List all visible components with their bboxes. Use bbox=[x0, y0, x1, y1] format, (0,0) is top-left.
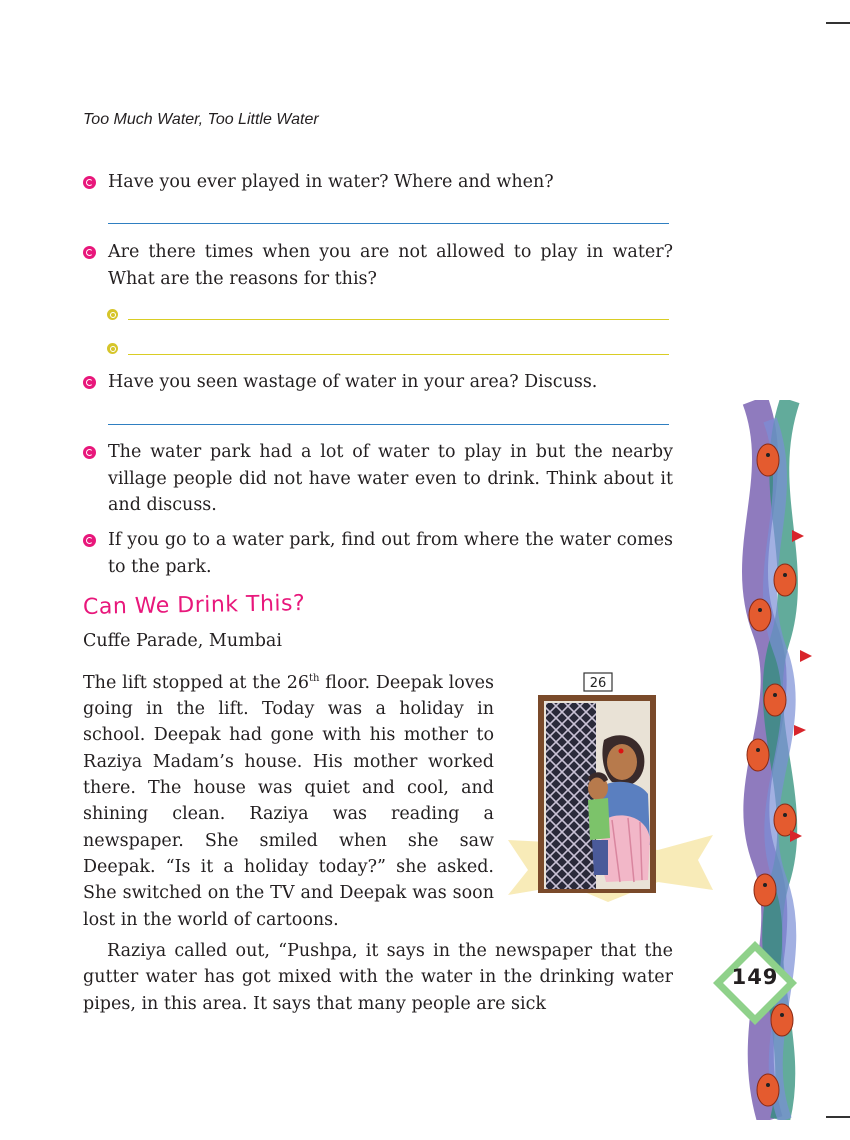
question-5: If you go to a water park, find out from where the water comes to the park. bbox=[108, 530, 673, 577]
para1-start: The lift stopped at the 26 bbox=[83, 672, 309, 693]
section-title: Can We Drink This? bbox=[82, 591, 306, 620]
question-4: The water park had a lot of water to play in but the nearby village people did not have water even to drink. Think about it and discuss. bbox=[108, 442, 673, 515]
story-paragraph-1 bbox=[83, 666, 494, 933]
answer-line-3[interactable] bbox=[108, 424, 669, 425]
floor-sign: 26 bbox=[589, 676, 607, 691]
question-1: Have you ever played in water? Where and when? bbox=[108, 172, 554, 192]
crop-mark-top bbox=[826, 22, 850, 24]
sub-bullet-icon bbox=[107, 343, 118, 354]
question-3: Have you seen wastage of water in your area? Discuss. bbox=[108, 372, 598, 392]
answer-line-2a[interactable] bbox=[128, 319, 669, 320]
bullet-icon bbox=[83, 246, 96, 259]
lift-door-illustration bbox=[508, 670, 713, 905]
ordinal-suffix: th bbox=[308, 673, 320, 684]
para1-rest: floor. Deepak loves going in the lift. Today was a holiday in school. Deepak had gone with his mother to Raziya Madam’s house. His mother worked there. The house was quiet and cool, and shining clean. Raziya was reading a newspaper. She smiled when she saw Deepak. “Is it a holiday today?” she asked. She switched on the TV and Deepak was soon lost in the world of cartoons. bbox=[83, 672, 494, 930]
question-2: Are there times when you are not allowed to play in water? What are the reasons for this? bbox=[108, 242, 673, 289]
crop-mark-bottom bbox=[826, 1116, 850, 1118]
bullet-icon bbox=[83, 376, 96, 389]
bullet-icon bbox=[83, 534, 96, 547]
page-number: 149 bbox=[731, 965, 779, 989]
answer-line-2b[interactable] bbox=[128, 354, 669, 355]
sub-bullet-icon bbox=[107, 309, 118, 320]
bullet-icon bbox=[83, 176, 96, 189]
bullet-icon bbox=[83, 446, 96, 459]
story-paragraph-2: Raziya called out, “Pushpa, it says in the newspaper that the gutter water has got mixed with the water in the drinking water pipes, in this area. It says that many people are sick bbox=[83, 941, 673, 1014]
place-line: Cuffe Parade, Mumbai bbox=[83, 631, 282, 651]
answer-line-1[interactable] bbox=[108, 223, 669, 224]
running-head: Too Much Water, Too Little Water bbox=[83, 111, 319, 128]
